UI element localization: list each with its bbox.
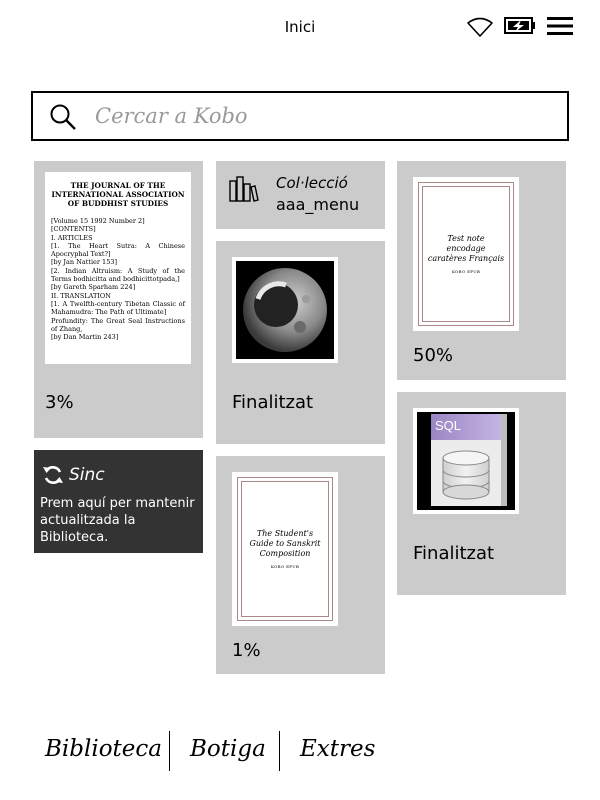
collection-label: Col·lecció: [276, 174, 348, 192]
book-cover-publisher: KOBO EPUB: [270, 564, 300, 569]
book-cover-line: I. ARTICLES: [51, 233, 93, 242]
reading-progress: Finalitzat: [413, 543, 495, 564]
search-input[interactable]: [95, 99, 545, 133]
moon-image: [236, 261, 334, 359]
menu-icon[interactable]: [546, 16, 574, 36]
book-cover-title: THE JOURNAL OF THE INTERNATIONAL ASSOCIATION OF BUDDHIST STUDIES: [51, 181, 185, 208]
wifi-icon[interactable]: [466, 17, 494, 37]
page-title: Inici: [284, 18, 316, 36]
book-cover-title: The Student's Guide to Sanskrit Composition: [249, 529, 321, 558]
book-cover: [232, 257, 338, 363]
book-cover-line: [by Jan Nattier 153]: [51, 258, 117, 267]
reading-progress: 3%: [45, 392, 74, 413]
book-cover-line: II. TRANSLATION: [51, 291, 111, 300]
database-icon: [443, 451, 489, 499]
book-tile-encodage[interactable]: [397, 161, 566, 380]
nav-divider: [169, 731, 170, 771]
book-cover-line: [by Dan Martin 243]: [51, 333, 119, 342]
bookshelf-icon: [229, 176, 259, 206]
collection-name: aaa_menu: [276, 195, 360, 214]
book-tile-journal[interactable]: [34, 161, 203, 438]
nav-divider: [279, 731, 280, 771]
nav-extras[interactable]: Extres: [300, 736, 376, 762]
book-cover-line: [1. The Heart Sutra: A Chinese Apocryphal Text?]: [51, 241, 185, 259]
reading-progress: 1%: [232, 640, 261, 661]
book-tile-sql[interactable]: [397, 392, 566, 595]
sync-tile[interactable]: [34, 450, 203, 553]
cover-frame: [237, 477, 333, 621]
sql-badge: SQL: [435, 418, 462, 433]
sql-cover-art: [417, 412, 515, 510]
reading-progress: 50%: [413, 345, 454, 366]
book-cover-line: Profundity: The Great Seal Instructions of Zhang,: [51, 316, 185, 333]
sync-icon: [42, 463, 64, 491]
reading-progress: Finalitzat: [232, 392, 314, 413]
book-cover-line: [2. Indian Altruism: A Study of the Terms bodhicitta and bodhicittotpada,]: [51, 266, 185, 284]
book-cover: [232, 472, 338, 626]
book-cover-line: [by Gareth Sparham 224]: [51, 283, 136, 292]
battery-charging-icon[interactable]: [504, 17, 536, 35]
book-cover-line: [Volume 15 1992 Number 2]: [51, 217, 145, 225]
sync-title: Sinc: [69, 465, 105, 485]
book-cover-line: [CONTENTS]: [51, 225, 96, 234]
book-cover-title: Test note encodage caratères Français: [427, 234, 505, 263]
book-cover: [413, 177, 519, 331]
book-tile-sanskrit[interactable]: [216, 456, 385, 674]
book-tile-moon[interactable]: [216, 241, 385, 444]
nav-store[interactable]: Botiga: [190, 736, 266, 762]
book-cover: [413, 408, 519, 514]
search-bar[interactable]: [31, 91, 569, 141]
sync-description: Prem aquí per mantenir actualitzada la Biblioteca.: [40, 496, 195, 545]
cover-frame: [418, 182, 514, 326]
search-icon[interactable]: [49, 103, 77, 135]
book-cover-line: [1. A Twelfth-century Tibetan Classic of Mahamudra: The Path of Ultimate]: [51, 299, 185, 317]
book-cover: [45, 172, 191, 364]
book-cover-publisher: KOBO EPUB: [451, 269, 481, 274]
nav-library[interactable]: Biblioteca: [45, 736, 162, 762]
collection-tile[interactable]: [216, 161, 385, 229]
